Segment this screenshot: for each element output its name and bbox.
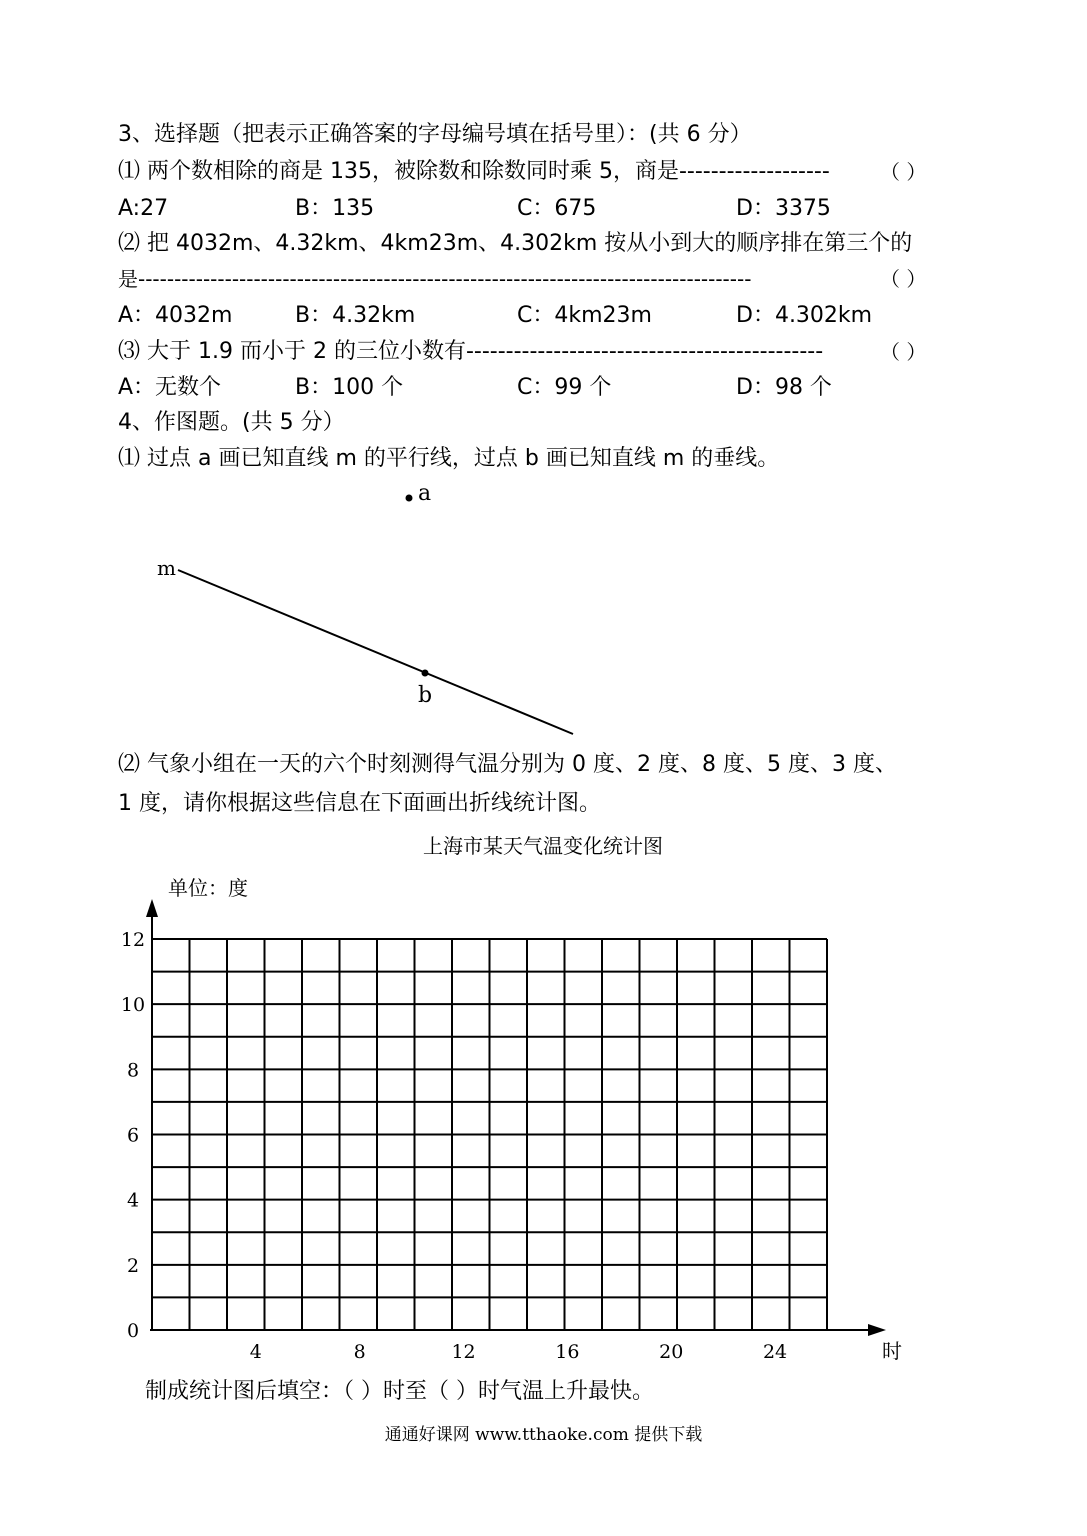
q4-2-text-line2: 1 度，请你根据这些信息在下面画出折线统计图。 xyxy=(118,791,601,816)
q3-3-option-c: C：99 个 xyxy=(517,375,612,400)
q3-3-answer-paren[interactable]: （ ） xyxy=(880,340,927,364)
q3-2-option-b: B：4.32km xyxy=(295,303,416,328)
label-b: b xyxy=(418,683,433,708)
x-tick-label: 12 xyxy=(451,1341,476,1363)
x-tick-label: 8 xyxy=(353,1341,366,1363)
x-axis-arrow-icon xyxy=(868,1324,886,1336)
q4-1-text: ⑴ 过点 a 画已知直线 m 的平行线，过点 b 画已知直线 m 的垂线。 xyxy=(118,446,780,471)
chart-grid xyxy=(152,939,827,1330)
y-tick-label: 0 xyxy=(126,1320,140,1342)
q3-2-answer-paren[interactable]: （ ） xyxy=(880,267,927,291)
q3-2-option-a: A：4032m xyxy=(118,303,233,328)
q3-3-option-d: D：98 个 xyxy=(736,375,832,400)
geometry-figure xyxy=(0,480,1087,740)
y-tick-label: 8 xyxy=(126,1059,140,1082)
fill-in-question: 制成统计图后填空：（ ）时至（ ）时气温上升最快。 xyxy=(145,1379,654,1404)
x-axis-unit-label: 时 xyxy=(882,1339,902,1363)
label-m: m xyxy=(157,556,176,580)
y-tick-label: 12 xyxy=(120,929,146,951)
q3-1-option-a: A:27 xyxy=(118,196,169,221)
y-tick-label: 6 xyxy=(126,1124,140,1147)
q3-1-option-c: C：675 xyxy=(517,196,597,221)
q3-1-option-d: D：3375 xyxy=(736,196,831,221)
chart-title: 上海市某天气温变化统计图 xyxy=(423,834,663,858)
y-axis-unit-label: 单位：度 xyxy=(168,876,248,900)
y-tick-label: 10 xyxy=(120,994,146,1017)
q3-1-text: ⑴ 两个数相除的商是 135，被除数和除数同时乘 5，商是------------------- xyxy=(118,159,830,184)
q3-3-text: ⑶ 大于 1.9 而小于 2 的三位小数有--------------------------------------------- xyxy=(118,339,824,364)
x-tick-label: 20 xyxy=(659,1341,684,1363)
temperature-chart xyxy=(0,825,1087,1385)
y-axis-arrow-icon xyxy=(146,899,158,917)
q3-2-text-line2: 是------------------------------------------------------------------------------------- xyxy=(118,267,752,291)
x-tick-labels xyxy=(250,1341,787,1363)
line-m xyxy=(178,570,573,734)
point-b xyxy=(422,670,429,677)
footer-credit: 通通好课网 www.tthaoke.com 提供下载 xyxy=(384,1425,703,1445)
q3-1-option-b: B：135 xyxy=(295,196,375,221)
y-tick-labels xyxy=(121,929,145,1342)
y-tick-label: 2 xyxy=(126,1254,140,1277)
q3-2-text-line1: ⑵ 把 4032m、4.32km、4km23m、4.302km 按从小到大的顺序排在第三个的 xyxy=(118,231,913,256)
q3-3-option-a: A：无数个 xyxy=(118,375,222,400)
q3-1-answer-paren[interactable]: （ ） xyxy=(880,160,927,184)
q3-2-option-d: D：4.302km xyxy=(736,303,873,328)
x-tick-label: 16 xyxy=(555,1341,580,1363)
q4-heading: 4、作图题。(共 5 分） xyxy=(118,410,345,435)
point-a xyxy=(406,495,413,502)
x-tick-label: 24 xyxy=(762,1341,788,1363)
q4-2-text-line1: ⑵ 气象小组在一天的六个时刻测得气温分别为 0 度、2 度、8 度、5 度、3 度、 xyxy=(118,752,897,777)
label-a: a xyxy=(418,481,432,506)
q3-3-option-b: B：100 个 xyxy=(295,375,404,400)
q3-2-option-c: C：4km23m xyxy=(517,303,652,328)
q3-heading: 3、选择题（把表示正确答案的字母编号填在括号里）：(共 6 分） xyxy=(118,122,752,147)
x-tick-label: 4 xyxy=(249,1341,262,1363)
y-tick-label: 4 xyxy=(126,1189,140,1212)
